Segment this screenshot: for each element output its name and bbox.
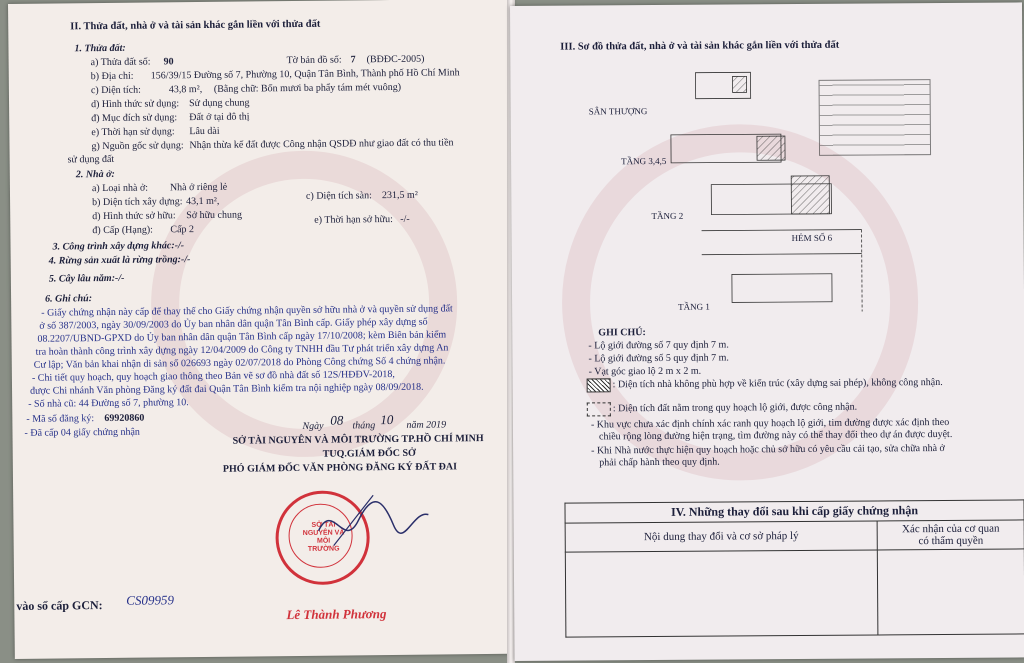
address-value: 156/39/15 Đường số 7, Phường 10, Quận Tân Bình, Thành phố Hồ Chí Minh (150, 67, 460, 82)
section-title: II. Thửa đất, nhà ở và tài sản khác gắn liền với thửa đất (70, 18, 321, 33)
changes-title: IV. Những thay đổi sau khi cấp giấy chứng nhận (565, 500, 1024, 523)
changes-col-confirm (877, 520, 1024, 550)
coordinate-table (819, 79, 932, 156)
land-heading: 1. Thửa đất: (74, 42, 126, 55)
house-type-label: a) Loại nhà ở: (91, 182, 149, 195)
roof-hatch (732, 76, 746, 92)
changes-empty-cell (565, 550, 878, 637)
floor-label-2: TẦNG 2 (651, 210, 684, 222)
ownership-value: Sở hữu chung (186, 209, 242, 222)
note-line: 08.2207/UBND-GPXD do Ủy ban nhân dân quận Tân Bình cấp ngày 17/10/2008; kèm Biên bản kiểm (37, 329, 447, 345)
use-term-value: Lâu dài (189, 125, 220, 138)
legend-line: - Lộ giới đường số 5 quy định 7 m. (588, 352, 729, 365)
changes-empty-cell (877, 549, 1024, 635)
note-line: - Số nhà cũ: 44 Đường số 7, phường 10. (28, 397, 189, 410)
use-term-label: e) Thời hạn sử dụng: (91, 126, 175, 139)
area-words: (Bằng chữ: Bốn mươi ba phẩy tám mét vuông) (213, 81, 402, 95)
perennial-trees: 5. Cây lâu năm:-/- (48, 272, 125, 285)
parcel-no-value: 90 (163, 56, 174, 68)
house-heading: 2. Nhà ở: (75, 168, 115, 181)
agency-delegation: TUQ.GIÁM ĐỐC SỞ (322, 447, 416, 460)
agency-office: PHÓ GIÁM ĐỐC VĂN PHÒNG ĐĂNG KÝ ĐẤT ĐAI (222, 461, 458, 475)
note-line: ở số 387/2003, ngày 30/09/2003 do Ủy ban nhân dân quận Tân Bình cấp. Giấy phép xây dựng số (39, 316, 428, 332)
book-value: CS09959 (126, 592, 174, 608)
grade-value: Cấp 2 (170, 224, 195, 236)
own-term-value: -/- (400, 213, 410, 225)
street-label: HẺM SỐ 6 (791, 232, 833, 244)
date-prefix: Ngày (302, 420, 324, 432)
legend-line: chiều rộng lòng đường hiện trạng, tìm đường này có thể thay đổi theo dự án được duyệt. (598, 428, 953, 443)
note-line: Cư lập; Văn bản khai nhận di sản số 026693 ngày 02/07/2018 do Phòng Công chứng Số 4 chứng nhận. (33, 355, 446, 371)
floor-2-hatch (791, 176, 829, 214)
own-term-label: e) Thời hạn sở hữu: (314, 213, 393, 226)
section-title: III. Sơ đồ thửa đất, nhà ở và tài sản khác gắn liền với thửa đất (560, 39, 840, 53)
use-purpose-value: Đất ở tại đô thị (189, 111, 250, 124)
grade-label: đ) Cấp (Hạng): (92, 224, 153, 237)
build-area-label: b) Diện tích xây dựng: (92, 196, 183, 209)
right-page (510, 2, 1024, 661)
map-sheet-note: (BĐĐC-2005) (366, 53, 425, 66)
floor-label-345: TẦNG 3,4,5 (621, 155, 667, 167)
street-line (702, 230, 862, 231)
date-month-label: tháng (352, 420, 376, 432)
legend-line: - Lộ giới đường số 7 quy định 7 m. (588, 339, 729, 352)
boundary-line (862, 230, 863, 312)
ownership-label: d) Hình thức sở hữu: (92, 210, 176, 223)
use-origin-value-cont: sử dụng đất (67, 153, 115, 166)
floor-area-value: 231,5 m² (381, 189, 418, 202)
changes-table (564, 499, 1024, 637)
floor-label-roof: SÂN THƯỢNG (588, 106, 648, 117)
use-form-label: d) Hình thức sử dụng: (91, 98, 180, 111)
legend-line: - Khi Nhà nước thực hiện quy hoạch hoặc chủ sở hữu có yêu cầu cải tạo, sửa chữa nhà ở (591, 442, 945, 457)
legend-line: - Khu vực chưa xác định chính xác ranh quy hoạch lộ giới, tim đường được xác định theo (590, 416, 950, 431)
use-origin-value: Nhận thừa kế đất được Công nhận QSDĐ như giao đất có thu tiền (189, 137, 454, 152)
left-page (8, 0, 520, 659)
changes-col-confirm-line1: Xác nhận của cơ quan (901, 522, 1000, 536)
note-line: được Chi nhánh Văn phòng Đăng ký đất đai Quận Tân Bình kiểm tra nội nghiệp ngày 08/09/2018. (29, 381, 424, 397)
floor-345-hatch (757, 136, 785, 160)
agency-name: SỞ TÀI NGUYÊN VÀ MÔI TRƯỜNG TP.HỒ CHÍ MINH (232, 433, 484, 447)
house-type-value: Nhà ở riêng lẻ (169, 181, 228, 194)
changes-col-content: Nội dung thay đổi và cơ sở pháp lý (565, 521, 877, 552)
street-line (702, 254, 862, 255)
signer-name: Lê Thành Phương (286, 606, 387, 623)
floor-1-plan (732, 274, 832, 303)
floor-area-label: c) Diện tích sàn: (305, 190, 372, 202)
build-area-value: 43,1 m², (186, 195, 220, 208)
legend-line: - Vạt góc giao lộ 2 m x 2 m. (588, 365, 702, 378)
planted-forest: 4. Rừng sản xuất là rừng trồng:-/- (48, 254, 191, 267)
other-works: 3. Công trình xây dựng khác:-/- (52, 240, 185, 253)
reg-code-label: - Mã số đăng ký: (26, 413, 95, 425)
map-sheet-label: Tờ bản đồ số: (286, 54, 342, 67)
book-label: vào sổ cấp GCN: (16, 598, 103, 613)
date-month: 10 (380, 411, 394, 428)
note-line: - Giấy chứng nhận này cấp để thay thế cho Giấy chứng nhận quyền sở hữu nhà ở và quyền sử dụng đất (41, 303, 453, 319)
legend-line: phải chấp hành theo quy định. (599, 456, 720, 469)
area-label: c) Diện tích: (90, 84, 141, 97)
copies-issued: - Đã cấp 04 giấy chứng nhận (24, 426, 140, 439)
reg-code-value: 69920860 (104, 412, 145, 425)
legend-heading: GHI CHÚ: (598, 327, 646, 339)
legend-line: : Diện tích nhà không phù hợp về kiến trúc (xây dựng sai phép), không công nhận. (612, 376, 943, 391)
parcel-no-label: a) Thửa đất số: (90, 56, 151, 69)
area-value: 43,8 m², (168, 83, 203, 96)
legend-line: : Diện tích đất nằm trong quy hoạch lộ giới, được công nhận. (612, 401, 858, 415)
use-origin-label: g) Nguồn gốc sử dụng: (91, 140, 184, 153)
floor-label-1: TẦNG 1 (678, 301, 710, 312)
date-day: 08 (330, 412, 344, 428)
address-label: b) Địa chỉ: (90, 70, 134, 83)
signature (313, 490, 434, 561)
date-year: năm 2019 (406, 419, 447, 431)
seal-text: SỞ TÀI NGUYÊN VÀ MÔI TRƯỜNG (302, 521, 345, 553)
note-line: tra hoàn thành công trình xây dựng ngày 12/04/2009 do Công ty TNHH đầu Tư phát triển xây dựng An (35, 342, 449, 358)
legend-hatch-swatch (587, 378, 611, 392)
map-sheet-value: 7 (350, 54, 356, 66)
changes-col-confirm-line2: có thẩm quyền (918, 534, 984, 548)
legend-dotted-swatch (587, 402, 611, 416)
note-line: - Chi tiết quy hoạch, quy hoạch giao thông theo Bản vẽ sơ đồ nhà đất số 12S/HĐĐV-2018, (31, 368, 395, 384)
use-purpose-label: đ) Mục đích sử dụng: (91, 112, 178, 125)
use-form-value: Sử dụng chung (188, 97, 250, 110)
notes-heading: 6. Ghi chú: (45, 293, 93, 305)
